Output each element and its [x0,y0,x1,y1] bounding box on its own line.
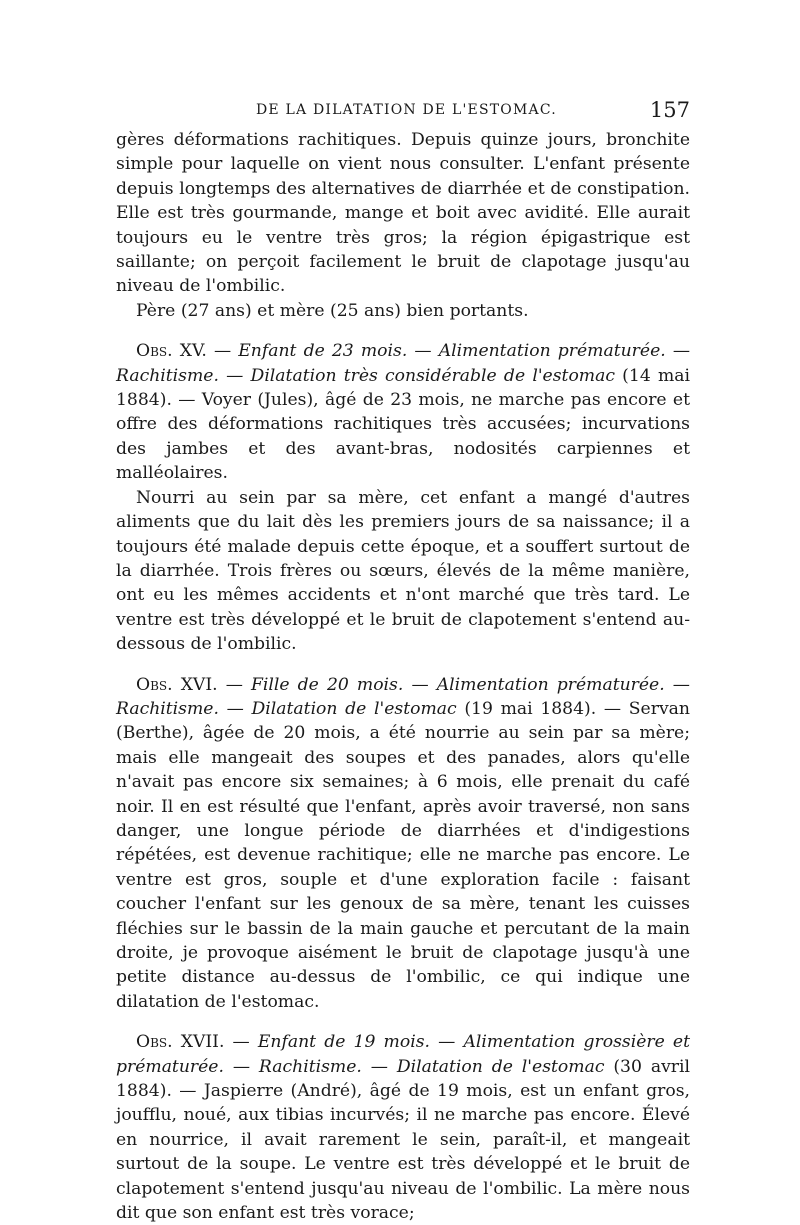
obs-title-diagnosis: Alimentation prématurée. — Rachitisme. — Dilatation très considérable de l'estomac [116,341,691,386]
obs-text: Servan (Berthe), âgée de 20 mois, a été nourrie au sein par sa mère; mais elle mangeait des soupes et des panades, alors qu'elle n'avait pas encore six semaines; à 6 mois, elle prenait du café noir. Il en est résulté que l'enfant, après avoir traversé, non sans danger, une longue période de diarrhées et d'indigestions répétées, est devenue rachitique; elle ne marche pas encore. Le ventre est gros, souple et d'une exploration facile : faisant coucher l'enfant sur les genoux de sa mère, tenant les cuisses fléchies sur le bassin de la main gauche et percutant de la main droite, je provoque aisément le bruit de clapotage jusqu'à une petite distance au-dessus de l'ombilic, ce qui indique une dilatation de l'estomac. [116,698,690,1012]
observation-xv [116,339,690,485]
obs-title-subject: Fille de 20 mois. [250,674,404,695]
obs-date: (30 avril 1884). — [116,1056,690,1102]
obs-separator: — [403,674,437,695]
obs-title-subject: Enfant de 19 mois. [257,1032,430,1053]
page-number: 157 [649,98,690,122]
obs-label: Obs. XVII. [136,1032,225,1053]
obs-label: Obs. XV. [136,341,207,362]
obs-separator: — [224,1032,258,1053]
obs-separator: — [206,341,239,362]
obs-title-diagnosis: Alimentation prématurée. — Rachitisme. — Dilatation de l'estomac [116,674,690,719]
obs-title-subject: Enfant de 23 mois. [238,341,408,362]
obs-separator: — [407,341,439,362]
obs-label: Obs. XVI. [136,674,218,695]
obs-text: Voyer (Jules), âgé de 23 mois, ne marche pas encore et offre des déformations rachitiques très accusées; incurvations des jambes et des avant-bras, nodosités carpiennes et malléolaires. [116,390,690,484]
obs-separator: — [217,674,251,695]
running-head [116,98,690,124]
paragraph-xv-history: Nourri au sein par sa mère, cet enfant a mangé d'autres aliments que du lait dès les premiers jours de sa naissance; il a toujours été malade depuis cette époque, et a souffert surtout de la diarrhée. Trois frères ou sœurs, élevés de la même manière, ont eu les mêmes accidents et n'ont marché que très tard. Le ventre est très développé et le bruit de clapotement s'entend au-dessous de l'ombilic. [116,487,690,655]
observation-xvii [116,1030,690,1225]
obs-title-diagnosis: Alimentation grossière et prématurée. — Rachitisme. — Dilatation de l'estomac [116,1032,690,1077]
obs-text: Jaspierre (André), âgé de 19 mois, est un enfant gros, joufflu, noué, aux tibias incurvés; il ne marche pas encore. Élevé en nourrice, il avait rarement le sein, paraît-il, et mangeait surtout de la soupe. Le ventre est très développé et le bruit de clapotement s'entend jusqu'au niveau de l'ombilic. La mère nous dit que son enfant est très vorace; [116,1081,690,1224]
observation-xvi [116,673,690,1015]
obs-date: (14 mai 1884). — [116,365,691,411]
paragraph-continuation: gères déformations rachitiques. Depuis quinze jours, bronchite simple pour laquelle on vient nous consulter. L'enfant présente depuis longtemps des alternatives de diarrhée et de constipation. Elle est très gourmande, mange et boit avec avidité. Elle aurait toujours eu le ventre très gros; la région épigastrique est saillante; on perçoit facilement le bruit de clapotage jusqu'au niveau de l'ombilic. [116,130,690,297]
obs-date: (19 mai 1884). — [456,698,629,719]
running-title: DE LA DILATATION DE L'ESTOMAC. [256,102,557,118]
body-text [116,128,690,1225]
obs-separator: — [429,1032,464,1053]
paragraph-parents: Père (27 ans) et mère (25 ans) bien portants. [136,300,529,321]
